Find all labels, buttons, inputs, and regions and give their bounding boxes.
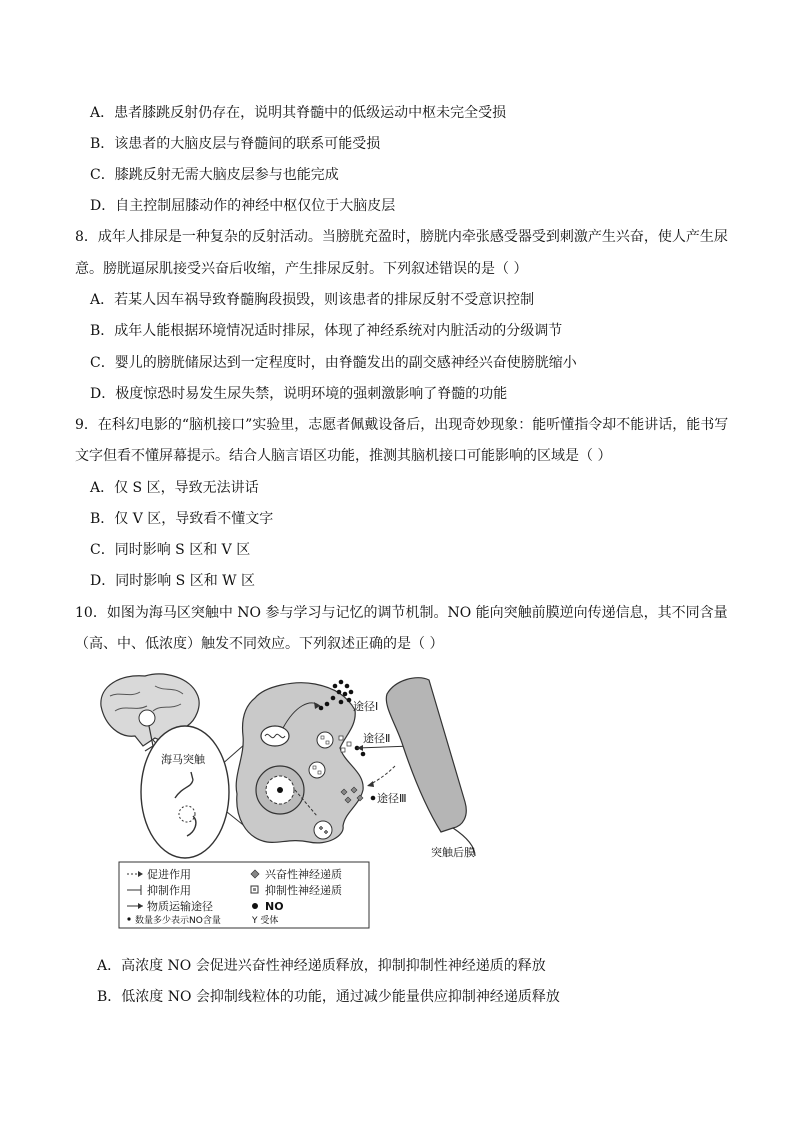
q9-stem-line1: 9．在科幻电影的“脑机接口”实验里，志愿者佩戴设备后，出现奇妙现象：能听懂指令却不能讲话，能书写 xyxy=(75,417,729,433)
legend xyxy=(119,862,369,928)
legend-inhibitory: 抑制性神经递质 xyxy=(265,884,342,897)
q7-option-a: A．患者膝跳反射仍存在，说明其脊髓中的低级运动中枢未完全受损 xyxy=(90,105,507,121)
q7-option-d: D．自主控制屈膝动作的神经中枢仅位于大脑皮层 xyxy=(90,198,396,214)
legend-no: NO xyxy=(265,900,284,913)
q8-option-a: A．若某人因车祸导致脊髓胸段损毁，则该患者的排尿反射不受意识控制 xyxy=(90,292,535,308)
q8-option-d: D．极度惊恐时易发生尿失禁，说明环境的强刺激影响了脊髓的功能 xyxy=(90,386,508,402)
q10-stem-line1: 10．如图为海马区突触中 NO 参与学习与记忆的调节机制。NO 能向突触前膜逆向传递信息，其不同含量 xyxy=(75,605,728,621)
q8-stem-line2: 意。膀胱逼尿肌接受兴奋后收缩，产生排尿反射。下列叙述错误的是（ ） xyxy=(75,261,528,277)
synapse-diagram xyxy=(95,666,515,934)
q9-option-d: D．同时影响 S 区和 W 区 xyxy=(90,573,256,589)
q10-option-b: B．低浓度 NO 会抑制线粒体的功能，通过减少能量供应抑制神经递质释放 xyxy=(97,989,560,1005)
legend-receptor: Y 受体 xyxy=(252,916,279,926)
legend-inhibit: 抑制作用 xyxy=(147,884,191,897)
q7-option-c: C．膝跳反射无需大脑皮层参与也能完成 xyxy=(90,167,339,183)
legend-note: 数量多少表示NO含量 xyxy=(135,916,221,926)
legend-excitatory: 兴奋性神经递质 xyxy=(265,868,342,881)
presynaptic-terminal xyxy=(236,683,363,843)
legend-transport: 物质运输途径 xyxy=(147,900,213,913)
hippocampus-synapse-inset xyxy=(141,726,229,858)
q7-option-b: B．该患者的大脑皮层与脊髓间的联系可能受损 xyxy=(90,136,381,152)
q8-option-b: B．成年人能根据环境情况适时排尿，体现了神经系统对内脏活动的分级调节 xyxy=(90,323,563,339)
legend-promote: 促进作用 xyxy=(147,868,191,881)
q9-option-c: C．同时影响 S 区和 V 区 xyxy=(90,542,251,558)
label-path-3: 途径Ⅲ xyxy=(377,792,407,805)
q8-stem-line1: 8．成年人排尿是一种复杂的反射活动。当膀胱充盈时，膀胱内牵张感受器受到刺激产生兴奋，使人产生尿 xyxy=(75,229,728,245)
label-path-2: 途径Ⅱ xyxy=(363,732,391,745)
q9-option-b: B．仅 V 区，导致看不懂文字 xyxy=(90,511,274,527)
label-hippocampus: 海马突触 xyxy=(161,753,205,766)
postsynaptic-membrane xyxy=(386,678,475,859)
q9-stem-line2: 文字但看不懂屏幕提示。结合人脑言语区功能，推测其脑机接口可能影响的区域是（ ） xyxy=(75,448,612,464)
label-path-1: 途径Ⅰ xyxy=(353,700,379,713)
label-postsynaptic: 突触后膜 xyxy=(431,846,475,859)
q9-option-a: A．仅 S 区，导致无法讲话 xyxy=(90,480,259,496)
q10-option-a: A．高浓度 NO 会促进兴奋性神经递质释放，抑制抑制性神经递质的释放 xyxy=(97,958,546,974)
q10-stem-line2: （高、中、低浓度）触发不同效应。下列叙述正确的是（ ） xyxy=(75,636,444,652)
q8-option-c: C．婴儿的膀胱储尿达到一定程度时，由脊髓发出的副交感神经兴奋使膀胱缩小 xyxy=(90,355,577,371)
